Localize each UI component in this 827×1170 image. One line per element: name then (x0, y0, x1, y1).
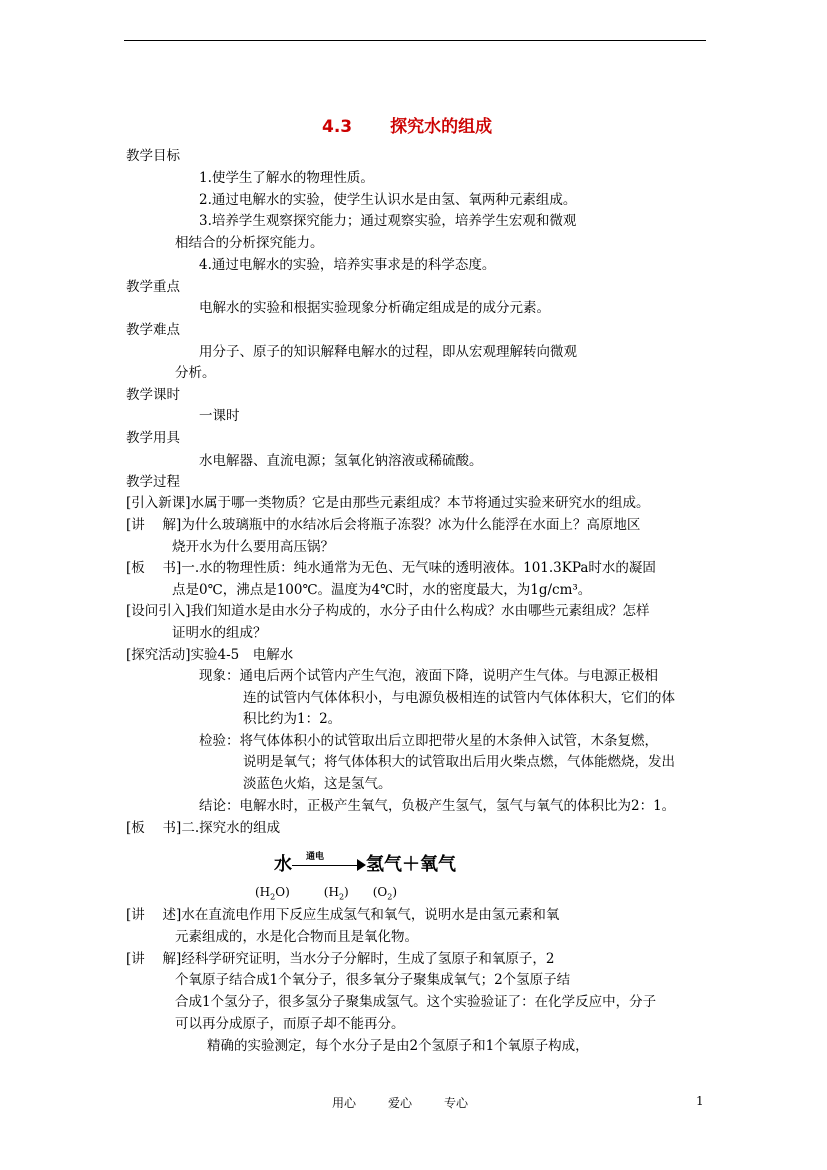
text-line: 积比约为1：2。 (243, 711, 342, 727)
formula-end: O) (275, 885, 290, 899)
text-line: [讲 解]为什么玻璃瓶中的水结冰后会将瓶子冻裂？冰为什么能浮在水面上？高原地区 (126, 517, 641, 533)
formula-sub: 2 (387, 892, 393, 902)
text-line: 3.培养学生观察探究能力；通过观察实验，培养学生宏观和微观 (199, 213, 577, 229)
text-line: 烧开水为什么要用高压锅？ (172, 539, 334, 555)
text-line: 证明水的组成？ (172, 625, 267, 641)
formula-water: (H (255, 885, 271, 899)
footer-word: 用心 (332, 1096, 357, 1110)
text-line: 可以再分成原子，而原子却不能再分。 (175, 1016, 405, 1032)
text-line: 点是0℃，沸点是100℃。温度为4℃时，水的密度最大，为1g/cm³。 (172, 582, 592, 598)
formula-hydrogen: (H (323, 885, 339, 899)
page-title (322, 112, 492, 137)
equation-condition: 通电 (306, 852, 325, 862)
formula-row (255, 885, 397, 901)
text-line: 电解水的实验和根据实验现象分析确定组成是的成分元素。 (199, 300, 550, 316)
text-line: 现象：通电后两个试管内产生气泡，液面下降，说明产生气体。与电源正极相 (199, 668, 658, 684)
title-text: 探究水的组成 (390, 117, 493, 137)
text-line: 相结合的分析探究能力。 (175, 235, 324, 251)
text-line: 检验：将气体体积小的试管取出后立即把带火星的木条伸入试管，木条复燃， (199, 733, 658, 749)
text-line: 合成1个氢分子，很多氢分子聚集成氢气。这个实验验证了：在化学反应中，分子 (175, 994, 657, 1010)
text-line: 个氧原子结合成1个氧分子，很多氧分子聚集成氧气；2个氢原子结 (175, 972, 571, 988)
text-line: [板 书]一.水的物理性质：纯水通常为无色、无气味的透明液体。101.3KPa时水的凝固 (126, 560, 656, 576)
text-line: 教学目标 (126, 148, 180, 164)
page-number: 1 (696, 1094, 704, 1108)
formula-end: ) (344, 885, 349, 899)
footer-word: 专心 (444, 1096, 469, 1110)
formula-sub: 2 (338, 892, 345, 902)
text-line: 说明是氧气；将气体体积大的试管取出后用火柴点燃，气体能燃烧，发出 (243, 754, 675, 770)
text-line: [讲 解]经科学研究证明，当水分子分解时，生成了氢原子和氧原子，2 (126, 951, 555, 967)
text-line: 用分子、原子的知识解释电解水的过程，即从宏观理解转向微观 (199, 344, 577, 360)
text-line: 连的试管内气体体积小，与电源负极相连的试管内气体体积大，它们的体 (243, 690, 675, 706)
text-line: 教学用具 (126, 430, 180, 446)
text-line: [讲 述]水在直流电作用下反应生成氢气和氧气，说明水是由氢元素和氧 (126, 907, 560, 923)
text-line: 淡蓝色火焰，这是氢气。 (243, 776, 392, 792)
text-line: 教学重点 (126, 279, 180, 295)
header-rule (124, 40, 706, 41)
text-line: [探究活动]实验4-5 电解水 (126, 647, 294, 663)
title-number: 4.3 (322, 117, 353, 137)
text-line: 1.使学生了解水的物理性质。 (199, 170, 374, 186)
formula-oxygen: (O (372, 885, 388, 899)
footer-word: 爱心 (388, 1096, 413, 1110)
text-line: 教学难点 (126, 322, 180, 338)
text-line: 精确的实验测定，每个水分子是由2个氢原子和1个氧原子构成， (207, 1038, 589, 1054)
equation-products: 氢气＋氧气 (366, 854, 456, 875)
formula-sub: 2 (270, 892, 276, 902)
arrow-icon (292, 852, 366, 875)
text-line: 教学课时 (126, 387, 180, 403)
text-line: 元素组成的，水是化合物而且是氧化物。 (175, 929, 418, 945)
text-line: 4.通过电解水的实验，培养实事求是的科学态度。 (199, 257, 496, 273)
text-line: [引入新课]水属于哪一类物质？它是由那些元素组成？本节将通过实验来研究水的组成。 (126, 495, 650, 511)
formula-end: ) (392, 885, 398, 899)
text-line: [设问引入]我们知道水是由水分子构成的，水分子由什么构成？水由哪些元素组成？怎样 (126, 603, 650, 619)
text-line: 教学过程 (126, 474, 180, 490)
text-line: 结论：电解水时，正极产生氧气，负极产生氢气，氢气与氧气的体积比为2：1。 (199, 798, 676, 814)
text-line: 水电解器、直流电源；氢氧化钠溶液或稀硫酸。 (199, 453, 483, 469)
text-line: 2.通过电解水的实验，使学生认识水是由氢、氧两种元素组成。 (199, 192, 577, 208)
text-line: 一课时 (199, 408, 240, 424)
text-line: 分析。 (175, 365, 216, 381)
equation-reactant: 水 (274, 854, 292, 875)
electrolysis-equation (274, 850, 456, 876)
text-line: [板 书]二.探究水的组成 (126, 820, 281, 836)
